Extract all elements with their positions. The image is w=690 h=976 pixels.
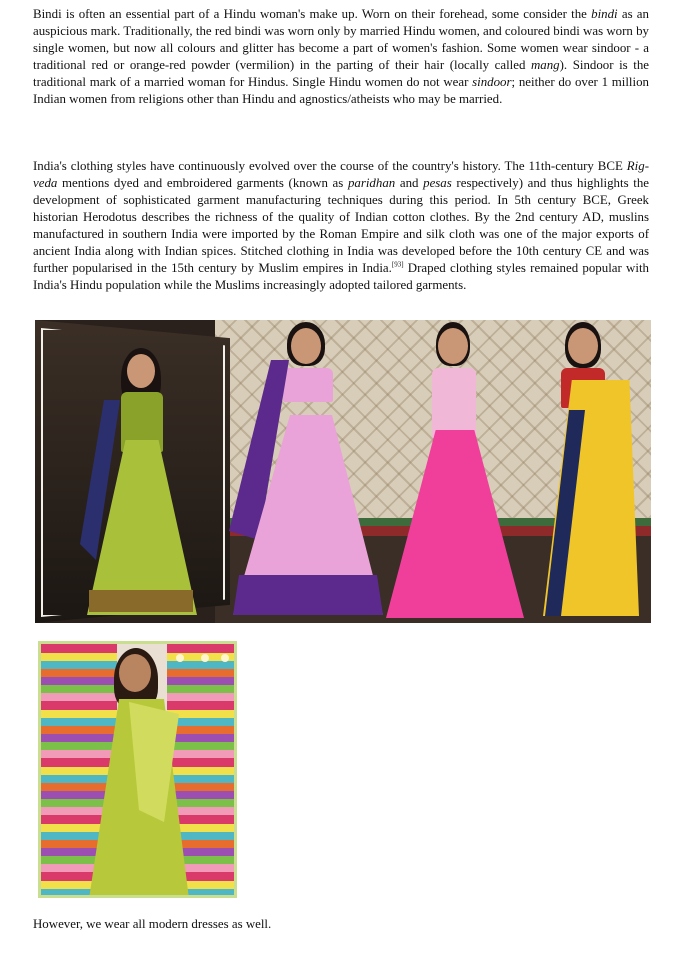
text-run: ). Sindoor is the traditional mark of a married woman for Hindus. Single Hindu women do not wear [33,58,649,89]
model-yellow-saree [535,320,645,620]
fashion-banner-image [35,320,651,623]
text-run: and [395,176,424,190]
citation-reference: [93] [391,260,404,269]
face [127,354,155,388]
text-run: Draped clothing styles remained popular with India's Hindu population while the Muslims increasingly adopted tailored garments. [33,261,649,292]
closing-sentence: However, we wear all modern dresses as well. [33,917,272,931]
model-green-anarkali [75,340,205,620]
model-purple-lehenga [225,320,385,620]
italic-term: bindi [591,7,618,21]
ceiling-lamp [176,654,184,662]
text-run: as an auspicious mark. Traditionally, the red bindi was worn only by married Hindu women, and coloured bindi was worn by single women, but now all colours and glitter has become a part of women's fashion. Some women wear sindoor - a traditional red or orange-red powder (vermilion) in the parting of their hair (locally called [33,7,649,72]
ceiling-lamp [201,654,209,662]
text-run: ; neither do over 1 million Indian women from religions other than Hindu and agnostics/atheists who may be married. [33,75,649,106]
paragraph-bindi [33,6,649,108]
ceiling-lamp [221,654,229,662]
italic-term: Rig-veda [33,159,649,190]
italic-term: sindoor [472,75,512,89]
saree-shop-photo [38,641,237,898]
italic-term: pesas [423,176,452,190]
face [568,328,598,364]
hem-border [233,575,383,615]
text-run: respectively) and thus highlights the development of sophisticated garment manufacturing techniques during this period. In 5th century BCE, Greek historian Herodotus describes the richness of the quality of Indian cotton clothes. By the 2nd century AD, muslins manufactured in southern India were imported by the Roman Empire and silk cloth was one of the major exports of ancient India along with Indian spices. Stitched clothing in India was developed before the 10th century CE and was further popularised in the 15th century by Muslim empires in India. [33,176,649,275]
choli [283,368,333,402]
bodice [432,368,476,438]
face [291,328,321,364]
model-pink-gown [380,320,530,620]
hem-border [89,590,193,612]
face [438,328,468,364]
paragraph-clothing-history [33,158,649,294]
face [119,654,151,692]
gown-skirt [386,430,524,618]
text-run: Bindi is often an essential part of a Hindu woman's make up. Worn on their forehead, some consider the [33,7,592,21]
text-run: mentions dyed and embroidered garments (known as [57,176,348,190]
text-run: India's clothing styles have continuously evolved over the course of the country's history. The 11th-century BCE [33,159,627,173]
italic-term: paridhan [347,176,396,190]
italic-term: mang [530,58,560,72]
